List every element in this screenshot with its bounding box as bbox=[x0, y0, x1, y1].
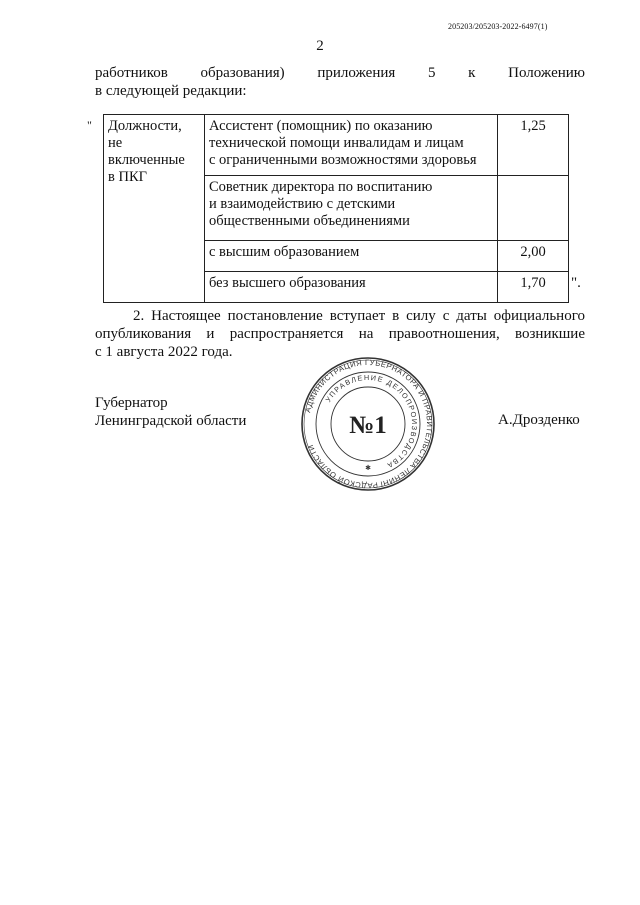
position-cell bbox=[205, 115, 498, 176]
coefficient-table bbox=[103, 114, 569, 303]
seal-star-icon: ✱ bbox=[365, 464, 371, 472]
seal-inner-text: УПРАВЛЕНИЕ ДЕЛОПРОИЗВОДСТВА bbox=[323, 372, 420, 471]
category-line: Должности, bbox=[108, 118, 182, 134]
signatory-title bbox=[95, 394, 246, 430]
coefficient-cell: 1,70 bbox=[498, 272, 569, 303]
table-row bbox=[104, 115, 569, 176]
position-line: технической помощи инвалидам и лицам bbox=[209, 135, 464, 151]
intro-line-1: работников образования) приложения 5 к Положению bbox=[95, 65, 585, 81]
signatory-title-line-1: Губернатор bbox=[95, 395, 168, 411]
seal-number: №1 bbox=[349, 412, 387, 439]
table-close-quote: ". bbox=[571, 275, 581, 291]
intro-line-2: в следующей редакции: bbox=[95, 83, 247, 99]
effective-date-paragraph bbox=[95, 307, 585, 361]
seal-outer-text: АДМИНИСТРАЦИЯ ГУБЕРНАТОРА И ПРАВИТЕЛЬСТВА ЛЕНИНГРАДСКОЙ ОБЛАСТИ bbox=[303, 357, 435, 491]
position-line: без высшего образования bbox=[209, 275, 366, 291]
position-cell bbox=[205, 176, 498, 241]
position-line: с высшим образованием bbox=[209, 244, 360, 260]
table-open-quote: " bbox=[87, 118, 92, 132]
coefficient-cell: 2,00 bbox=[498, 241, 569, 272]
position-cell bbox=[205, 241, 498, 272]
official-seal-icon bbox=[300, 356, 436, 492]
para2-line-3: с 1 августа 2022 года. bbox=[95, 344, 233, 360]
position-line: Советник директора по воспитанию bbox=[209, 179, 433, 195]
signatory-title-line-2: Ленинградской области bbox=[95, 413, 247, 429]
category-line: в ПКГ bbox=[108, 169, 147, 185]
coefficient-cell: 1,25 bbox=[498, 115, 569, 176]
position-cell bbox=[205, 272, 498, 303]
position-line: с ограниченными возможностями здоровья bbox=[209, 152, 477, 168]
para2-line-2: опубликования и распространяется на правоотношения, возникшие bbox=[95, 326, 585, 342]
document-id: 205203/205203-2022-6497(1) bbox=[448, 22, 548, 31]
position-line: общественными объединениями bbox=[209, 213, 410, 229]
position-line: Ассистент (помощник) по оказанию bbox=[209, 118, 433, 134]
signatory-name: А.Дрозденко bbox=[498, 412, 580, 428]
coefficient-cell bbox=[498, 176, 569, 241]
category-line: не включенные bbox=[108, 135, 185, 168]
category-cell bbox=[104, 115, 205, 303]
page-number: 2 bbox=[316, 38, 324, 54]
intro-paragraph bbox=[95, 64, 585, 100]
para2-line-1: 2. Настоящее постановление вступает в силу с даты официального bbox=[133, 308, 585, 324]
position-line: и взаимодействию с детскими bbox=[209, 196, 396, 212]
